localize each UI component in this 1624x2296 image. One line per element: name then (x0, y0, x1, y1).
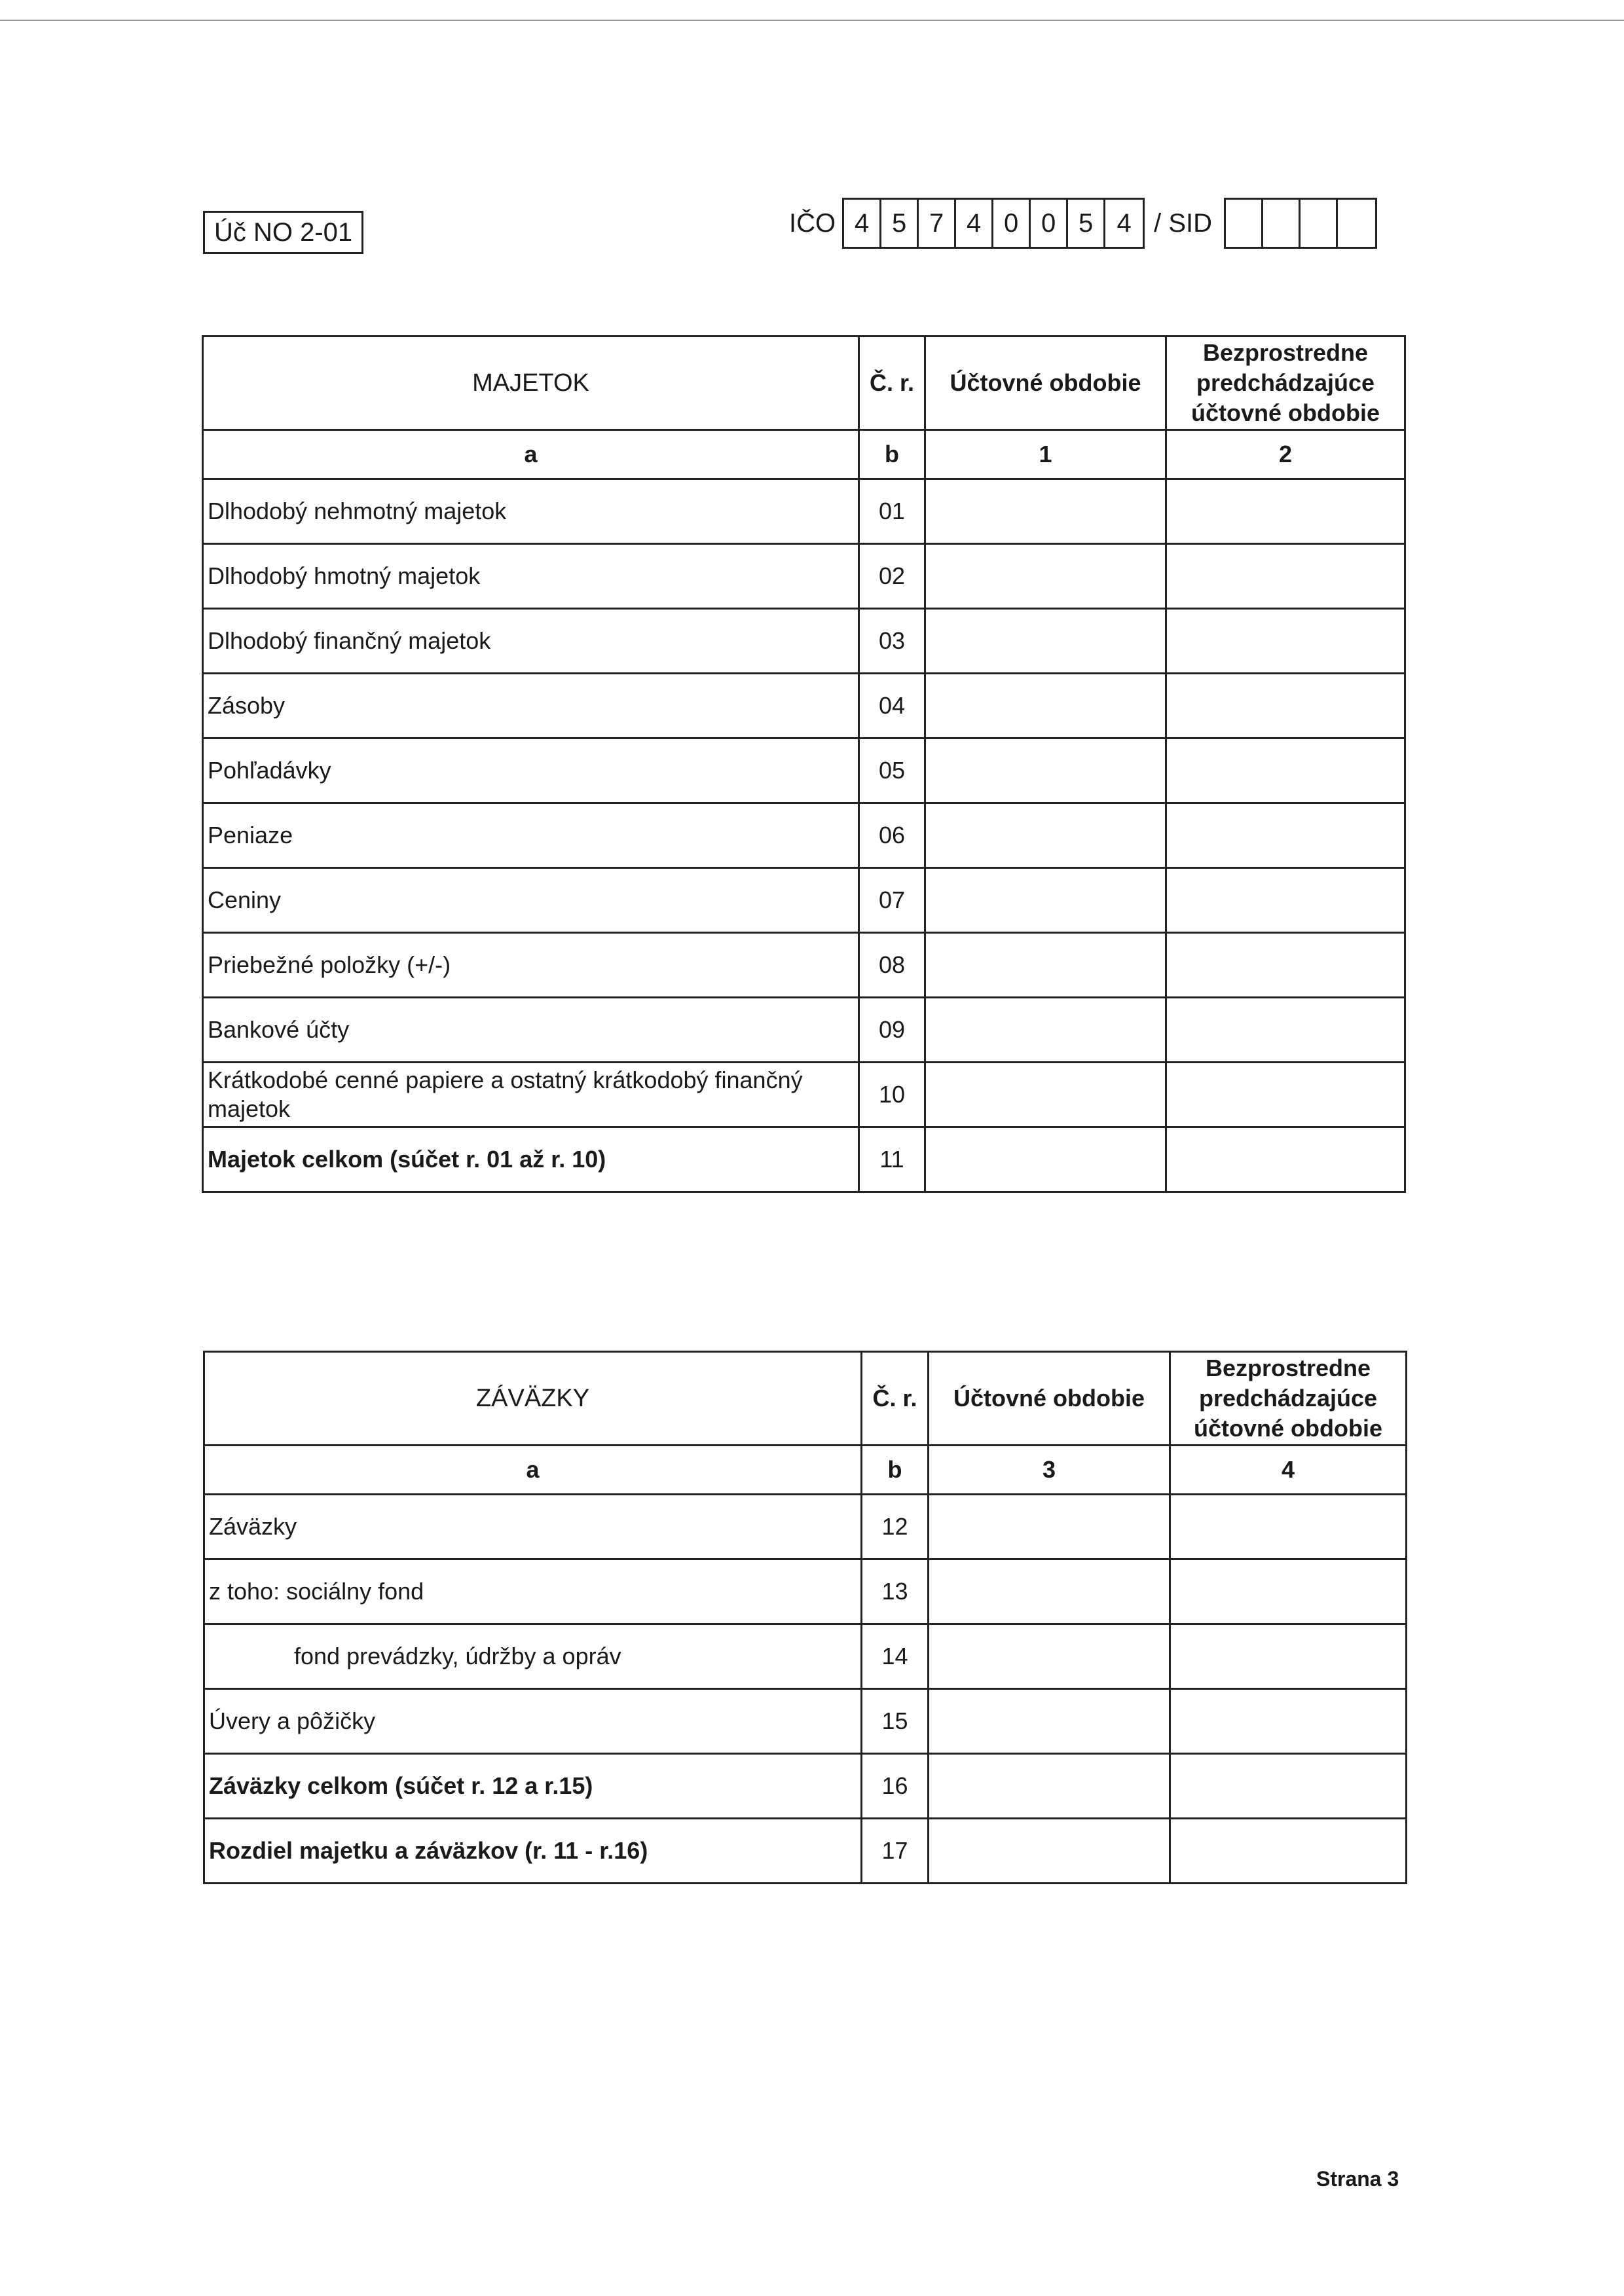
row-number: 10 (859, 1063, 925, 1127)
current-period-cell[interactable] (929, 1559, 1170, 1624)
row-number-header: Č. r. (862, 1352, 929, 1446)
row-number: 01 (859, 479, 925, 544)
previous-period-cell[interactable] (1166, 738, 1405, 803)
previous-period-cell[interactable] (1170, 1819, 1407, 1884)
table-row (203, 674, 1405, 738)
liabilities-table (203, 1351, 1407, 1884)
row-label: Dlhodobý finančný majetok (203, 609, 859, 674)
ico-digit-box[interactable]: 5 (881, 200, 919, 247)
table-row (203, 1063, 1405, 1127)
table-row (204, 1559, 1407, 1624)
page-number: Strana 3 (1316, 2167, 1399, 2191)
current-period-cell[interactable] (925, 479, 1166, 544)
row-number: 07 (859, 868, 925, 933)
row-label: fond prevádzky, údržby a opráv (204, 1624, 862, 1689)
row-number: 14 (862, 1624, 929, 1689)
previous-period-cell[interactable] (1166, 1063, 1405, 1127)
row-label: Záväzky celkom (súčet r. 12 a r.15) (204, 1754, 862, 1819)
previous-period-cell[interactable] (1170, 1754, 1407, 1819)
assets-table (202, 335, 1406, 1193)
row-label: Pohľadávky (203, 738, 859, 803)
table-row (204, 1624, 1407, 1689)
previous-period-header: Bezprostredne predchádzajúce účtovné obdobie (1166, 337, 1405, 430)
liabilities-header-row (204, 1352, 1407, 1446)
row-number: 17 (862, 1819, 929, 1884)
row-label: Dlhodobý hmotný majetok (203, 544, 859, 609)
ico-sid-group (789, 196, 1377, 250)
current-period-cell[interactable] (925, 803, 1166, 868)
row-number: 06 (859, 803, 925, 868)
liabilities-column-letters (204, 1446, 1407, 1495)
row-label: Majetok celkom (súčet r. 01 až r. 10) (203, 1127, 859, 1192)
row-label: Rozdiel majetku a záväzkov (r. 11 - r.16) (204, 1819, 862, 1884)
previous-period-cell[interactable] (1166, 609, 1405, 674)
row-number: 03 (859, 609, 925, 674)
table-row (204, 1689, 1407, 1754)
row-label: Bankové účty (203, 998, 859, 1063)
current-period-cell[interactable] (925, 1063, 1166, 1127)
table-row-total (203, 1127, 1405, 1192)
ico-digit-box[interactable]: 4 (844, 200, 881, 247)
row-number: 15 (862, 1689, 929, 1754)
current-period-cell[interactable] (925, 738, 1166, 803)
assets-column-letters (203, 430, 1405, 479)
row-label: Ceniny (203, 868, 859, 933)
column-number: 3 (929, 1446, 1170, 1495)
previous-period-cell[interactable] (1170, 1689, 1407, 1754)
row-label: Priebežné položky (+/-) (203, 933, 859, 998)
ico-digit-box[interactable]: 7 (919, 200, 956, 247)
previous-period-cell[interactable] (1170, 1624, 1407, 1689)
form-code: Úč NO 2-01 (203, 211, 363, 254)
previous-period-cell[interactable] (1166, 933, 1405, 998)
table-row-total (204, 1819, 1407, 1884)
table-row (204, 1495, 1407, 1559)
current-period-cell[interactable] (929, 1495, 1170, 1559)
sid-label: / SID (1154, 208, 1213, 238)
ico-boxes (842, 198, 1145, 249)
sid-digit-box[interactable] (1263, 200, 1301, 247)
previous-period-cell[interactable] (1166, 803, 1405, 868)
row-number: 04 (859, 674, 925, 738)
row-label: Zásoby (203, 674, 859, 738)
assets-section-title: MAJETOK (203, 337, 859, 430)
row-number-header: Č. r. (859, 337, 925, 430)
table-row (203, 738, 1405, 803)
previous-period-header: Bezprostredne predchádzajúce účtovné obdobie (1170, 1352, 1407, 1446)
row-label: Úvery a pôžičky (204, 1689, 862, 1754)
row-number: 13 (862, 1559, 929, 1624)
sid-digit-box[interactable] (1338, 200, 1375, 247)
row-label: Záväzky (204, 1495, 862, 1559)
column-number: 4 (1170, 1446, 1407, 1495)
row-number: 09 (859, 998, 925, 1063)
column-letter: a (203, 430, 859, 479)
current-period-cell[interactable] (929, 1624, 1170, 1689)
row-number: 11 (859, 1127, 925, 1192)
row-number: 02 (859, 544, 925, 609)
column-number: 2 (1166, 430, 1405, 479)
previous-period-cell[interactable] (1166, 479, 1405, 544)
current-period-cell[interactable] (925, 933, 1166, 998)
previous-period-cell[interactable] (1170, 1495, 1407, 1559)
row-label: Dlhodobý nehmotný majetok (203, 479, 859, 544)
row-label: Krátkodobé cenné papiere a ostatný krátkodobý finančný majetok (203, 1063, 859, 1127)
column-number: 1 (925, 430, 1166, 479)
previous-period-cell[interactable] (1166, 868, 1405, 933)
current-period-cell[interactable] (929, 1819, 1170, 1884)
current-period-cell[interactable] (929, 1689, 1170, 1754)
row-number: 08 (859, 933, 925, 998)
ico-digit-box[interactable]: 4 (1116, 209, 1132, 238)
previous-period-cell[interactable] (1166, 674, 1405, 738)
current-period-header: Účtovné obdobie (925, 337, 1166, 430)
sid-digit-box[interactable] (1226, 200, 1263, 247)
assets-header-row (203, 337, 1405, 430)
current-period-cell[interactable] (925, 674, 1166, 738)
column-letter: a (204, 1446, 862, 1495)
column-letter: b (862, 1446, 929, 1495)
current-period-cell[interactable] (925, 1127, 1166, 1192)
current-period-cell[interactable] (925, 998, 1166, 1063)
current-period-cell[interactable] (925, 868, 1166, 933)
table-row (203, 609, 1405, 674)
previous-period-cell[interactable] (1166, 544, 1405, 609)
table-row (203, 868, 1405, 933)
row-label: Peniaze (203, 803, 859, 868)
row-number: 16 (862, 1754, 929, 1819)
row-label: z toho: sociálny fond (204, 1559, 862, 1624)
ico-label: IČO (789, 208, 836, 238)
current-period-cell[interactable] (925, 544, 1166, 609)
ico-digit-box[interactable]: 5 (1068, 200, 1105, 247)
ico-digit-box[interactable]: 0 (993, 200, 1031, 247)
current-period-header: Účtovné obdobie (929, 1352, 1170, 1446)
sid-digit-box[interactable] (1301, 200, 1338, 247)
table-row (203, 479, 1405, 544)
table-row (203, 544, 1405, 609)
liabilities-section-title: ZÁVÄZKY (204, 1352, 862, 1446)
ico-digit-box[interactable]: 0 (1031, 200, 1068, 247)
table-row (203, 803, 1405, 868)
current-period-cell[interactable] (929, 1754, 1170, 1819)
sid-boxes (1224, 198, 1377, 249)
table-row-total (204, 1754, 1407, 1819)
table-row (203, 933, 1405, 998)
scan-top-line (0, 20, 1624, 21)
row-number: 12 (862, 1495, 929, 1559)
previous-period-cell[interactable] (1166, 998, 1405, 1063)
ico-digit-box[interactable]: 4 (956, 200, 993, 247)
current-period-cell[interactable] (925, 609, 1166, 674)
previous-period-cell[interactable] (1166, 1127, 1405, 1192)
row-number: 05 (859, 738, 925, 803)
column-letter: b (859, 430, 925, 479)
previous-period-cell[interactable] (1170, 1559, 1407, 1624)
table-row (203, 998, 1405, 1063)
